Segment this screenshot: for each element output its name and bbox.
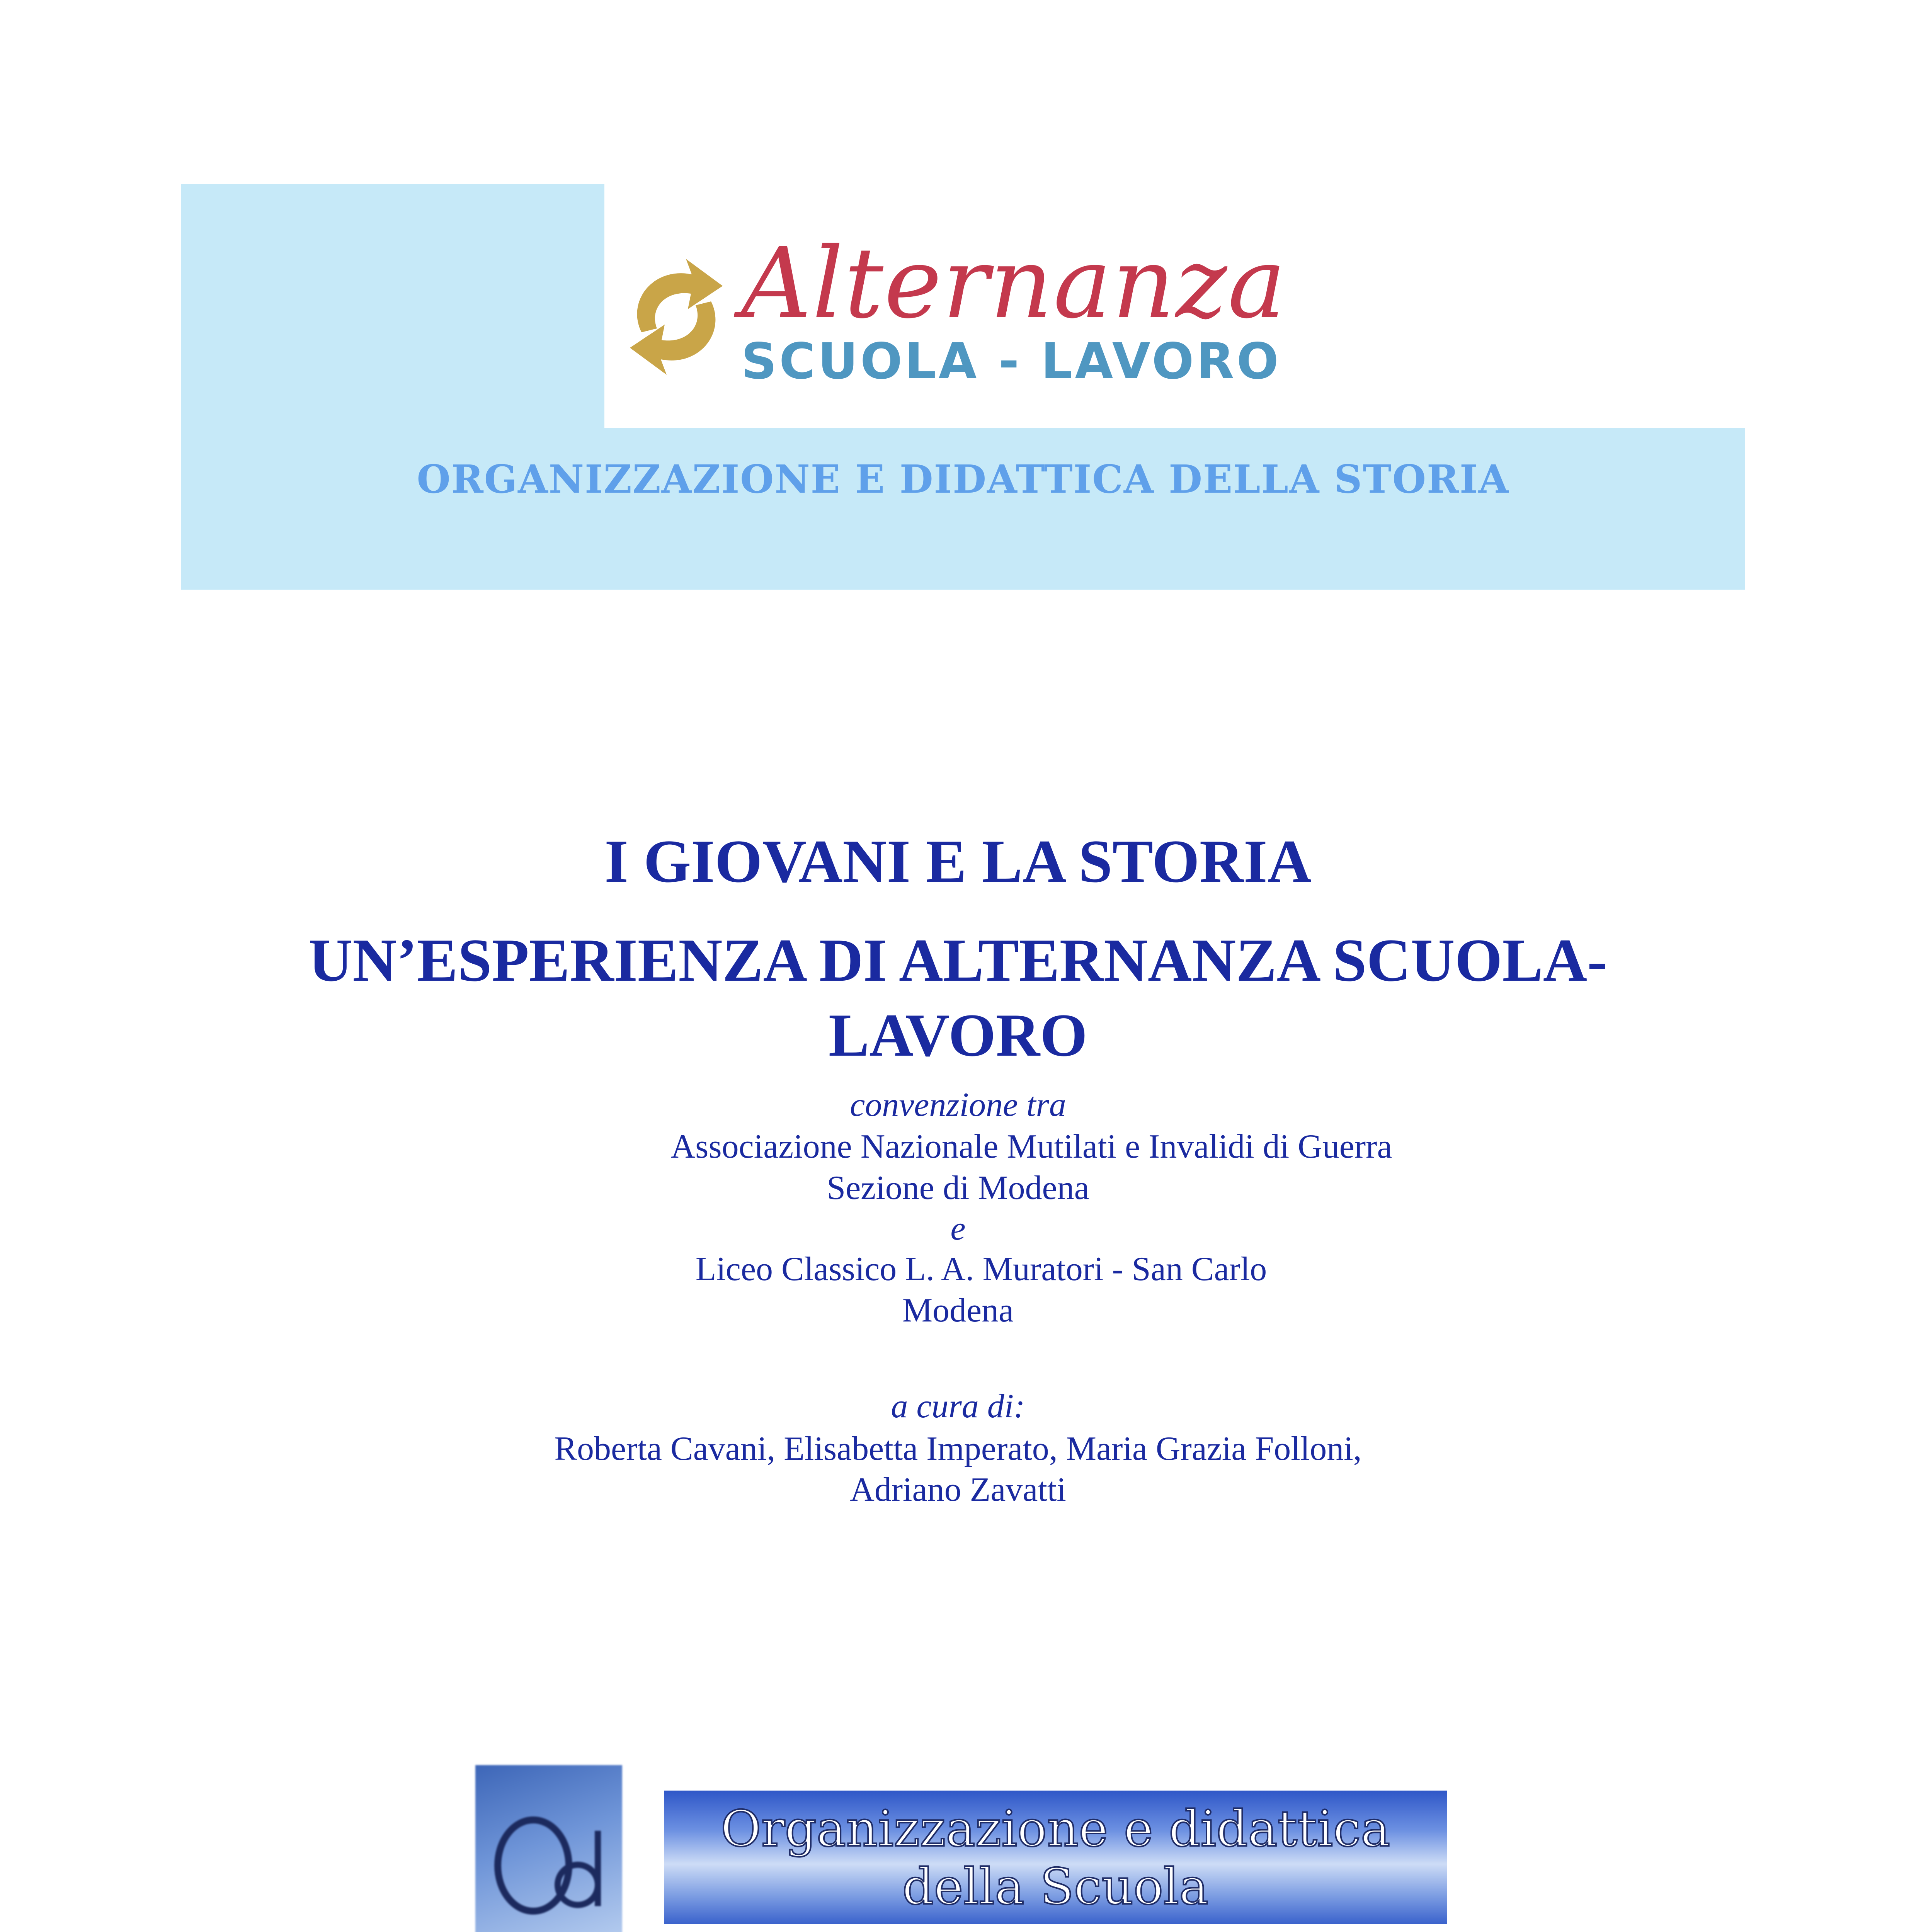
title-line-3: LAVORO xyxy=(829,1002,1087,1069)
od-name-line-1: Organizzazione e didattica xyxy=(720,1800,1390,1858)
alternanza-word: Alternanza xyxy=(741,227,1287,340)
alternanza-logo xyxy=(618,227,1287,402)
od-name-line-2: della Scuola xyxy=(902,1858,1209,1916)
banner-heading: ORGANIZZAZIONE E DIDATTICA DELLA STORIA xyxy=(417,456,1509,502)
editors-intro: a cura di: xyxy=(891,1388,1025,1425)
od-name-bar xyxy=(664,1791,1447,1924)
title-line-1: I GIOVANI E LA STORIA xyxy=(604,828,1312,895)
agreement-conjunction: e xyxy=(950,1210,966,1247)
title-line-2: UN’ESPERIENZA DI ALTERNANZA SCUOLA- xyxy=(308,927,1608,994)
party-1-name: Associazione Nazionale Mutilati e Invalidi di Guerra xyxy=(670,1128,1392,1165)
editors-line-1: Roberta Cavani, Elisabetta Imperato, Maria Grazia Folloni, xyxy=(554,1430,1362,1468)
party-1-section: Sezione di Modena xyxy=(827,1169,1089,1207)
header-banner-top xyxy=(181,184,604,430)
scuola-lavoro-word: SCUOLA - LAVORO xyxy=(741,333,1281,390)
recycle-arrows-icon xyxy=(618,232,734,402)
party-2-city: Modena xyxy=(902,1292,1014,1329)
agreement-intro: convenzione tra xyxy=(850,1086,1066,1124)
od-monogram-box xyxy=(475,1765,622,1932)
od-monogram-icon xyxy=(475,1765,622,1932)
header-banner-bottom xyxy=(181,428,1745,590)
party-2-name: Liceo Classico L. A. Muratori - San Carlo xyxy=(695,1250,1267,1288)
editors-line-2: Adriano Zavatti xyxy=(850,1471,1066,1509)
